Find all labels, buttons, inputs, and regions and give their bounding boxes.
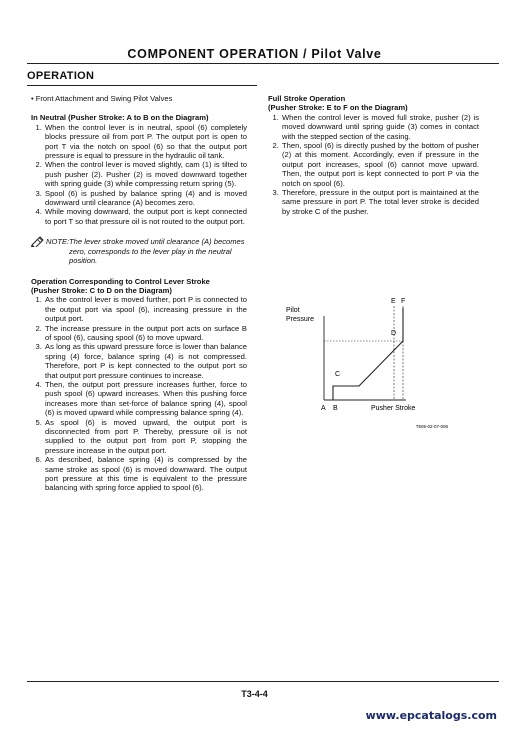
right-column bbox=[268, 94, 479, 216]
x-axis-label: Pusher Stroke bbox=[371, 405, 416, 412]
list-item: 6. As described, balance spring (4) is compressed by the same stroke as spool (6) is moved downward. The output port pressure at this time is equivalent to the pressure balancing with spring force applied to spool (6). bbox=[44, 455, 247, 493]
list-item: 2. When the control lever is moved slightly, cam (1) is tilted to push pusher (2). Pusher (2) is moved downward together with spring guide (3) while compressing return spring (5). bbox=[44, 160, 247, 188]
list-item: 3. Spool (6) is pushed by balance spring (4) and is moved downward until clearance (A) becomes zero. bbox=[44, 189, 247, 208]
note-text: The lever stroke moved until clearance (A) becomes zero, corresponds to the lever play in the neutral position. bbox=[69, 237, 245, 266]
note-block bbox=[31, 237, 247, 265]
pilot-pressure-diagram bbox=[278, 292, 458, 432]
header-rule bbox=[27, 63, 499, 64]
list-item: 5. As spool (6) is moved upward, the output port is disconnected from port P. Thereby, pressure oil is not supplied to the output port from port P, stopping the pressure increase in the output port. bbox=[44, 418, 247, 456]
point-label-e: E bbox=[391, 298, 396, 305]
point-label-f: F bbox=[401, 298, 406, 305]
list-item: 1. When the control lever is moved full stroke, pusher (2) is moved downward until spring guide (3) comes in contact with the stepped section of the casing. bbox=[281, 113, 479, 141]
page-number: T3-4-4 bbox=[241, 689, 268, 699]
figure-id: T505-02-07-006 bbox=[415, 424, 448, 429]
section-title: OPERATION bbox=[27, 70, 95, 82]
corresponding-list bbox=[31, 295, 247, 493]
list-item: 2. Then, spool (6) is directly pushed by the bottom of pusher (2) at this moment. Accordingly, even if pressure in the output port increases, spool (6) cannot move upward. Then, the output port is kept connected to port P via the notch on spool (6). bbox=[281, 141, 479, 188]
page-title: COMPONENT OPERATION / Pilot Valve bbox=[127, 47, 382, 61]
list-item: 4. While moving downward, the output port is kept connected to port T so that pressure oil is not routed to the output port. bbox=[44, 207, 247, 226]
point-label-d: D bbox=[391, 330, 397, 337]
neutral-list bbox=[31, 123, 247, 226]
list-item: 1. As the control lever is moved further, port P is connected to the output port via spool (6), increasing pressure in the output port. bbox=[44, 295, 247, 323]
y-axis-label-line1: Pilot bbox=[286, 307, 300, 314]
full-stroke-subheading: (Pusher Stroke: E to F on the Diagram) bbox=[268, 103, 408, 113]
list-item: 2. The increase pressure in the output port acts on surface B of spool (6), causing spool (6) to move upward. bbox=[44, 324, 247, 343]
corresponding-heading: Operation Corresponding to Control Lever Stroke bbox=[31, 276, 210, 286]
list-item: 1. When the control lever is in neutral, spool (6) completely blocks pressure oil from port P. The output port is open to port T via the notch on spool (6) so that the output port pressure is equal to pressure in the hydraulic oil tank. bbox=[44, 123, 247, 161]
bullet-heading: • Front Attachment and Swing Pilot Valves bbox=[31, 94, 173, 103]
neutral-heading: In Neutral (Pusher Stroke: A to B on the Diagram) bbox=[31, 113, 209, 123]
y-axis-label-line2: Pressure bbox=[286, 316, 315, 323]
point-label-a: A bbox=[321, 405, 326, 412]
corresponding-subheading: (Pusher Stroke: C to D on the Diagram) bbox=[31, 285, 172, 295]
section-rule bbox=[27, 85, 257, 86]
point-label-b: B bbox=[333, 405, 338, 412]
pencil-icon bbox=[31, 235, 45, 247]
footer-rule bbox=[27, 681, 499, 682]
pressure-curve bbox=[324, 308, 403, 400]
point-label-c: C bbox=[335, 371, 341, 378]
list-item: 3. As long as this upward pressure force is lower than balance spring (4) force, balance spring (4) is not compressed. Therefore, port P is kept connected to the output port so that output port pressure continues to increase. bbox=[44, 342, 247, 380]
list-item: 3. Therefore, pressure in the output port is maintained at the same pressure in port P. The total lever stroke is decided by stroke C of the pusher. bbox=[281, 188, 479, 216]
watermark: www.epcatalogs.com bbox=[365, 709, 497, 722]
note-label: NOTE: bbox=[46, 237, 70, 247]
full-stroke-list bbox=[268, 113, 479, 216]
list-item: 4. Then, the output port pressure increases further, force to push spool (6) upward increases. When this pushing force increases more than set-force of balance spring (4), spool (6) is moved upward while compressing balance spring (4). bbox=[44, 380, 247, 418]
left-column bbox=[31, 94, 247, 493]
full-stroke-heading: Full Stroke Operation bbox=[268, 94, 346, 103]
